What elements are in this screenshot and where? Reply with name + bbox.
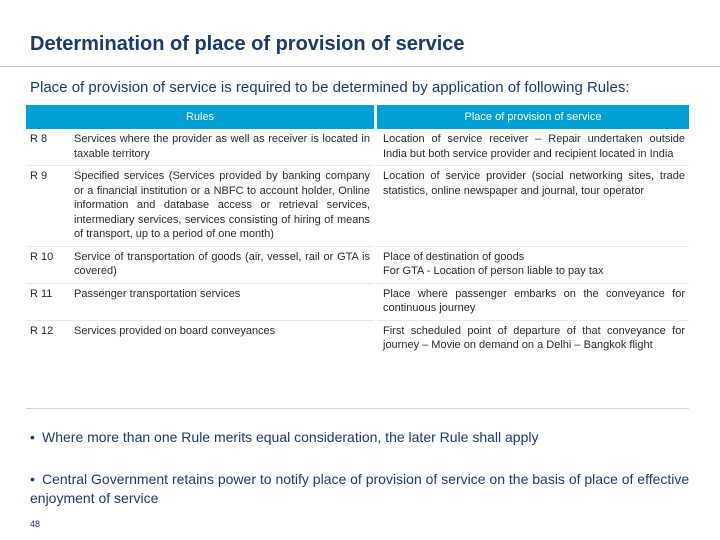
bullet-marker: • <box>30 429 35 445</box>
bullet-text: Central Government retains power to notify place of provision of service on the basis of place of effective enjoyment of service <box>30 471 690 506</box>
title-divider <box>0 66 720 67</box>
rule-place: Location of service provider (social networking sites, trade statistics, online newspaper and journal, tour operator <box>376 166 690 247</box>
rule-place: Place of destination of goods For GTA - Location of person liable to pay tax <box>376 246 690 283</box>
bullet-marker: • <box>30 471 35 487</box>
rule-id: R 9 <box>26 166 68 247</box>
table-row <box>26 320 689 357</box>
table-row <box>26 246 689 283</box>
rule-service: Services provided on board conveyances <box>68 320 376 357</box>
page-title: Determination of place of provision of service <box>30 33 465 55</box>
intro-text: Place of provision of service is required to be determined by application of following Rules: <box>30 79 630 96</box>
bullet-text: Where more than one Rule merits equal consideration, the later Rule shall apply <box>42 429 539 445</box>
rule-place: Location of service receiver – Repair undertaken outside India but both service provider and recipient located in India <box>376 129 690 166</box>
rule-id: R 11 <box>26 283 68 320</box>
rule-id: R 8 <box>26 129 68 166</box>
page-number: 48 <box>30 519 41 529</box>
rule-service: Specified services (Services provided by banking company or a financial institution or a NBFC to account holder, Online information and database access or retrieval services, intermediary services, services consisting of hiring of means of transport, up to a period of one month) <box>68 166 376 247</box>
header-rules: Rules <box>26 105 376 129</box>
rule-service: Passenger transportation services <box>68 283 376 320</box>
rules-table <box>26 105 689 357</box>
table-row <box>26 283 689 320</box>
rule-id: R 10 <box>26 246 68 283</box>
bullet-central-government <box>30 470 690 508</box>
rule-place: Place where passenger embarks on the conveyance for continuous journey <box>376 283 690 320</box>
table-row <box>26 166 689 247</box>
bullet-later-rule <box>30 428 539 447</box>
rule-place: First scheduled point of departure of that conveyance for journey – Movie on demand on a Delhi – Bangkok flight <box>376 320 690 357</box>
table-header-row <box>26 105 689 129</box>
header-place-of-provision: Place of provision of service <box>376 105 690 129</box>
rule-id: R 12 <box>26 320 68 357</box>
rule-service: Service of transportation of goods (air, vessel, rail or GTA is covered) <box>68 246 376 283</box>
table-row <box>26 129 689 166</box>
rule-service: Services where the provider as well as receiver is located in taxable territory <box>68 129 376 166</box>
